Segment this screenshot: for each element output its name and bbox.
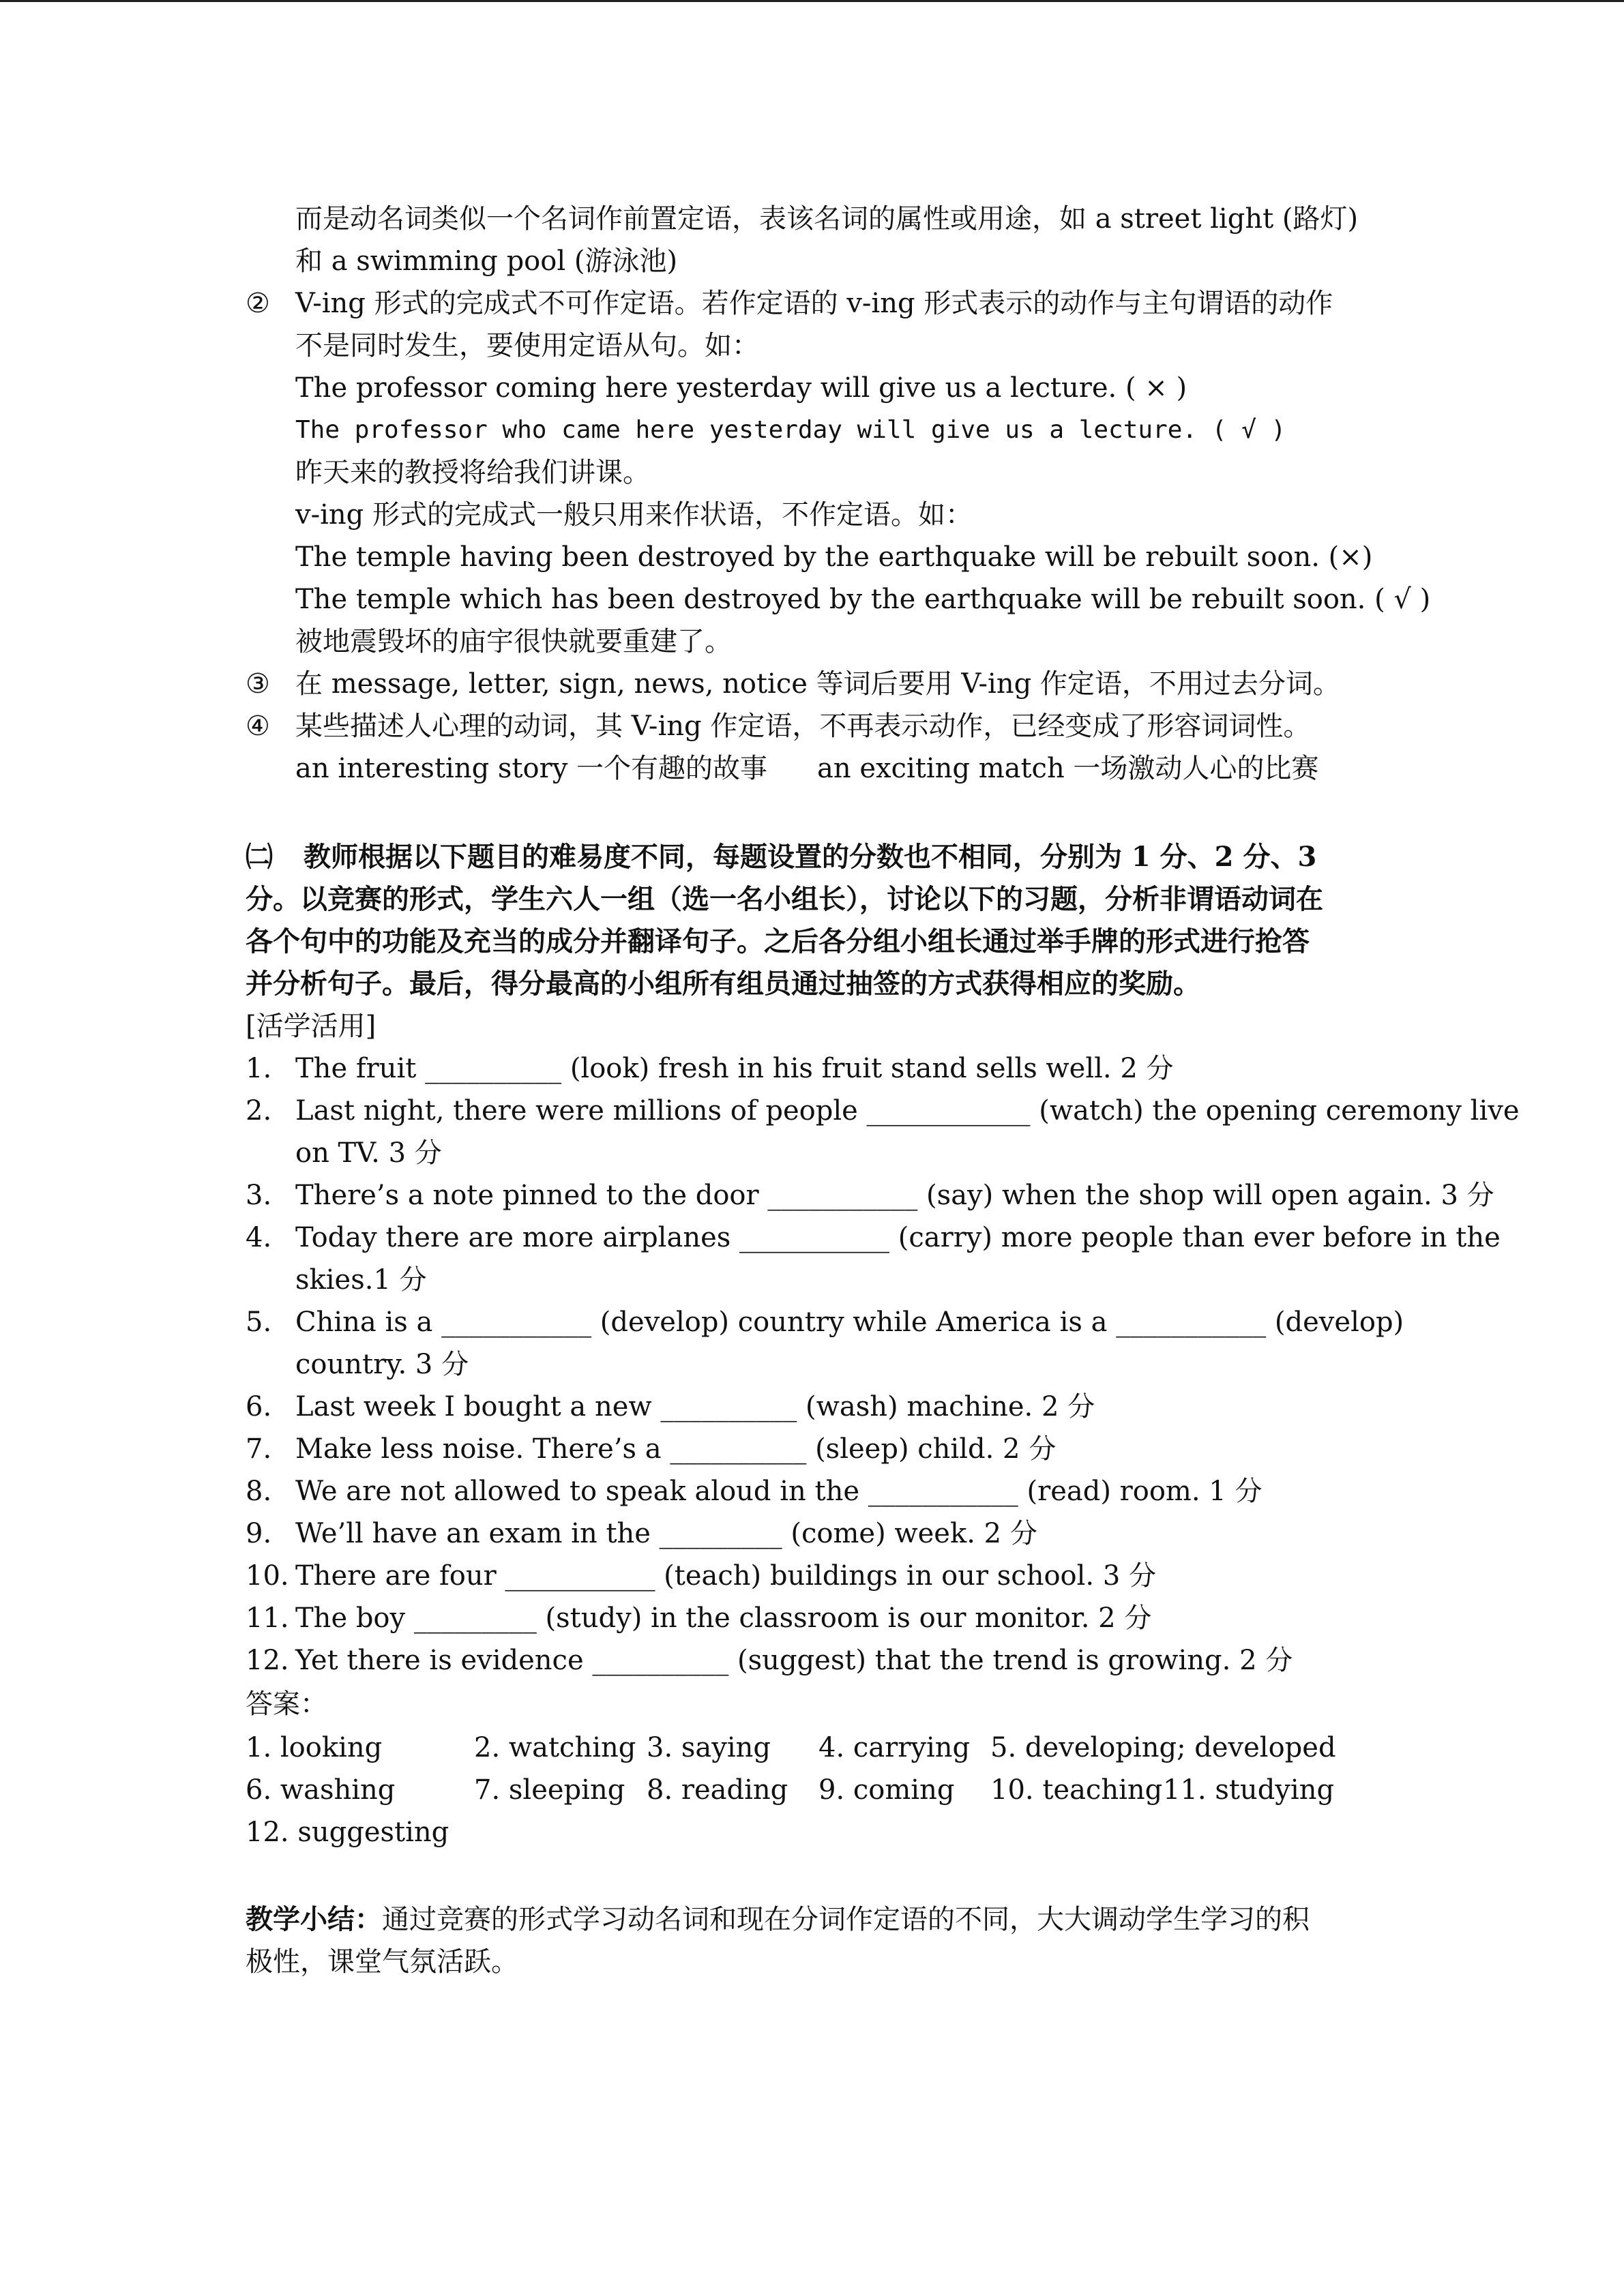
point-4-text: 某些描述人心理的动词，其 V-ing 作定语，不再表示动作，已经变成了形容词词性。 <box>295 711 1311 742</box>
section-line-4: 并分析句子。最后，得分最高的小组所有组员通过抽签的方式获得相应的奖励。 <box>246 968 1200 1000</box>
exercise-text-continued: country. 3 分 <box>295 1349 469 1380</box>
exercise-number: 1. <box>246 1053 272 1084</box>
exercise-text: Make less noise. There’s a __________ (sleep) child. 2 分 <box>295 1433 1057 1465</box>
exercise-number: 2. <box>246 1095 272 1127</box>
answer-item: 1. looking <box>246 1732 383 1763</box>
point-4-example-b: an exciting match 一场激动人心的比赛 <box>817 753 1319 784</box>
answer-item: 4. carrying <box>818 1732 971 1763</box>
point-4-marker: ④ <box>246 711 270 742</box>
exercise-text-continued: skies.1 分 <box>295 1264 427 1296</box>
example-4-translation: 被地震毁坏的庙宇很快就要重建了。 <box>295 626 732 657</box>
point-4-example-a: an interesting story 一个有趣的故事 <box>295 753 768 784</box>
example-3-wrong: The temple having been destroyed by the earthquake will be rebuilt soon. (×) <box>295 541 1373 573</box>
section-line-1: 教师根据以下题目的难易度不同，每题设置的分数也不相同，分别为 1 分、2 分、3 <box>304 841 1317 873</box>
exercise-text-continued: on TV. 3 分 <box>295 1137 442 1169</box>
answer-item: 9. coming <box>818 1774 955 1806</box>
example-1-wrong: The professor coming here yesterday will give us a lecture. ( × ) <box>295 372 1187 404</box>
section-line-3: 各个句中的功能及充当的成分并翻译句子。之后各分组小组长通过举手牌的形式进行抢答 <box>246 925 1310 957</box>
example-2-translation: 昨天来的教授将给我们讲课。 <box>295 457 650 488</box>
summary-text: 通过竞赛的形式学习动名词和现在分词作定语的不同，大大调动学生学习的积 <box>382 1904 1310 1935</box>
section-line-2: 分。以竞赛的形式，学生六人一组（选一名小组长），讨论以下的习题，分析非谓语动词在 <box>246 883 1323 915</box>
summary-line-1 <box>246 1898 1310 1941</box>
answer-item: 2. watching <box>474 1732 636 1763</box>
intro-line-2: 和 a swimming pool (游泳池) <box>295 245 678 277</box>
section-marker: ㈡ <box>246 841 273 873</box>
point-2-note: v-ing 形式的完成式一般只用来作状语，不作定语。如： <box>295 499 973 531</box>
exercise-text: We are not allowed to speak aloud in the ___________ (read) room. 1 分 <box>295 1476 1263 1507</box>
practice-title: [活学活用] <box>246 1011 377 1042</box>
answer-item: 5. developing; developed <box>990 1732 1336 1763</box>
exercise-text: Today there are more airplanes ___________ (carry) more people than ever before in the <box>295 1222 1501 1253</box>
answer-item: 8. reading <box>647 1774 788 1806</box>
exercise-number: 6. <box>246 1391 272 1422</box>
exercise-text: Last night, there were millions of people ____________ (watch) the opening ceremony live <box>295 1095 1520 1127</box>
point-2-line-1: V-ing 形式的完成式不可作定语。若作定语的 v-ing 形式表示的动作与主句谓语的动作 <box>295 288 1333 319</box>
answer-item: 12. suggesting <box>246 1817 449 1848</box>
answers-title: 答案： <box>246 1688 327 1720</box>
exercise-number: 7. <box>246 1433 272 1465</box>
exercise-text: The fruit __________ (look) fresh in his fruit stand sells well. 2 分 <box>295 1053 1174 1084</box>
exercise-number: 8. <box>246 1476 272 1507</box>
exercise-number: 3. <box>246 1180 272 1211</box>
answer-item: 6. washing <box>246 1774 396 1806</box>
exercise-text: The boy _________ (study) in the classroom is our monitor. 2 分 <box>295 1602 1152 1634</box>
exercise-number: 9. <box>246 1518 272 1549</box>
exercise-text: There are four ___________ (teach) buildings in our school. 3 分 <box>295 1560 1157 1592</box>
exercise-text: We’ll have an exam in the _________ (come) week. 2 分 <box>295 1518 1037 1549</box>
example-4-right: The temple which has been destroyed by the earthquake will be rebuilt soon. ( √ ) <box>295 584 1431 615</box>
page-top-border <box>0 0 1624 2</box>
exercise-number: 5. <box>246 1307 272 1338</box>
summary-line-2: 极性，课堂气氛活跃。 <box>246 1946 518 1978</box>
exercise-number: 11. <box>246 1602 289 1634</box>
point-3-marker: ③ <box>246 668 270 700</box>
point-2-line-2: 不是同时发生，要使用定语从句。如： <box>295 330 759 361</box>
point-2-marker: ② <box>246 288 270 319</box>
exercise-text: There’s a note pinned to the door ___________ (say) when the shop will open again. 3 分 <box>295 1180 1494 1211</box>
exercise-number: 10. <box>246 1560 289 1592</box>
answer-item: 11. studying <box>1163 1774 1335 1806</box>
answer-item: 7. sleeping <box>474 1774 625 1806</box>
point-3-text: 在 message, letter, sign, news, notice 等词后要用 V-ing 作定语，不用过去分词。 <box>295 668 1340 700</box>
example-2-right: The professor who came here yesterday will give us a lecture. ( √ ) <box>295 416 1286 444</box>
intro-line-1: 而是动名词类似一个名词作前置定语，表该名词的属性或用途，如 a street light (路灯) <box>295 203 1359 235</box>
exercise-number: 12. <box>246 1645 289 1676</box>
answer-item: 10. teaching <box>990 1774 1163 1806</box>
exercise-number: 4. <box>246 1222 272 1253</box>
exercise-text: Yet there is evidence __________ (suggest) that the trend is growing. 2 分 <box>295 1645 1293 1676</box>
summary-label: 教学小结： <box>246 1903 382 1935</box>
exercise-text: Last week I bought a new __________ (wash) machine. 2 分 <box>295 1391 1095 1422</box>
exercise-text: China is a ___________ (develop) country while America is a ___________ (develop) <box>295 1307 1404 1338</box>
answer-item: 3. saying <box>647 1732 771 1763</box>
